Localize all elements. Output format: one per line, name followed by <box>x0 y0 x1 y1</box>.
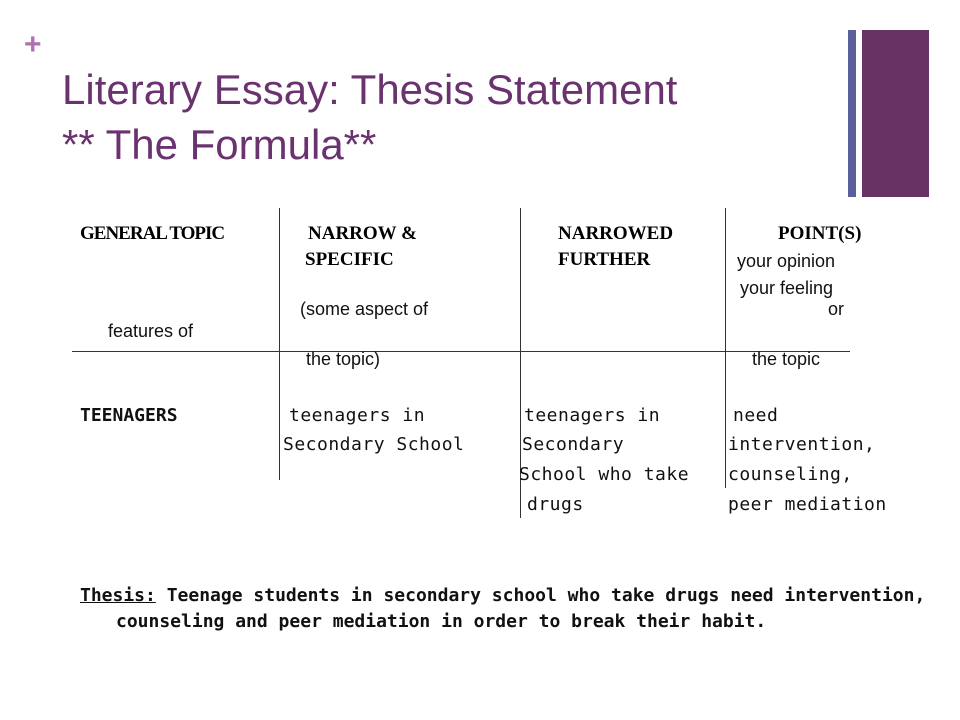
example-narrow-line-1: teenagers in <box>289 405 426 426</box>
header-points: POINT(S) <box>778 223 862 244</box>
points-topic: the topic <box>752 349 821 369</box>
header-narrowed-line-2: FURTHER <box>558 249 651 270</box>
thesis-label: Thesis: <box>80 585 156 606</box>
column-divider-1 <box>279 208 280 480</box>
formula-divider <box>72 351 850 352</box>
header-narrow-line-1: NARROW & <box>308 223 417 244</box>
example-narrow-line-2: Secondary School <box>283 434 465 455</box>
plus-icon: + <box>24 28 42 61</box>
points-feeling: your feeling <box>740 278 834 298</box>
example-further-line-1: teenagers in <box>524 405 661 426</box>
title-line-1: Literary Essay: Thesis Statement <box>62 66 678 113</box>
example-point-line-2: intervention, <box>728 434 876 455</box>
points-or: or <box>828 299 845 319</box>
narrow-note-2: the topic) <box>306 349 381 369</box>
points-opinion: your opinion <box>737 251 836 271</box>
example-further-line-4: drugs <box>527 494 584 515</box>
column-divider-3 <box>725 208 726 488</box>
slide-title <box>62 62 822 172</box>
example-point-line-4: peer mediation <box>728 494 887 515</box>
header-general-topic: GENERAL TOPIC <box>80 223 225 244</box>
points-features: features of <box>108 321 194 341</box>
title-line-2: ** The Formula** <box>62 121 377 168</box>
thesis-text: Teenage students in secondary school who take drugs need intervention, counseling and peer mediation in order to break their habit. <box>116 585 926 632</box>
header-narrowed-line-1: NARROWED <box>558 223 674 244</box>
accent-bar-thick <box>862 30 929 197</box>
example-point-line-1: need <box>733 405 779 426</box>
example-point-line-3: counseling, <box>728 464 853 485</box>
header-narrow-line-2: SPECIFIC <box>305 249 394 270</box>
thesis-statement <box>80 583 960 635</box>
example-general: TEENAGERS <box>80 405 178 426</box>
example-further-line-2: Secondary <box>522 434 625 455</box>
narrow-note: (some aspect of <box>300 299 429 319</box>
accent-bar-thin <box>848 30 856 197</box>
example-further-line-3: School who take <box>519 464 690 485</box>
